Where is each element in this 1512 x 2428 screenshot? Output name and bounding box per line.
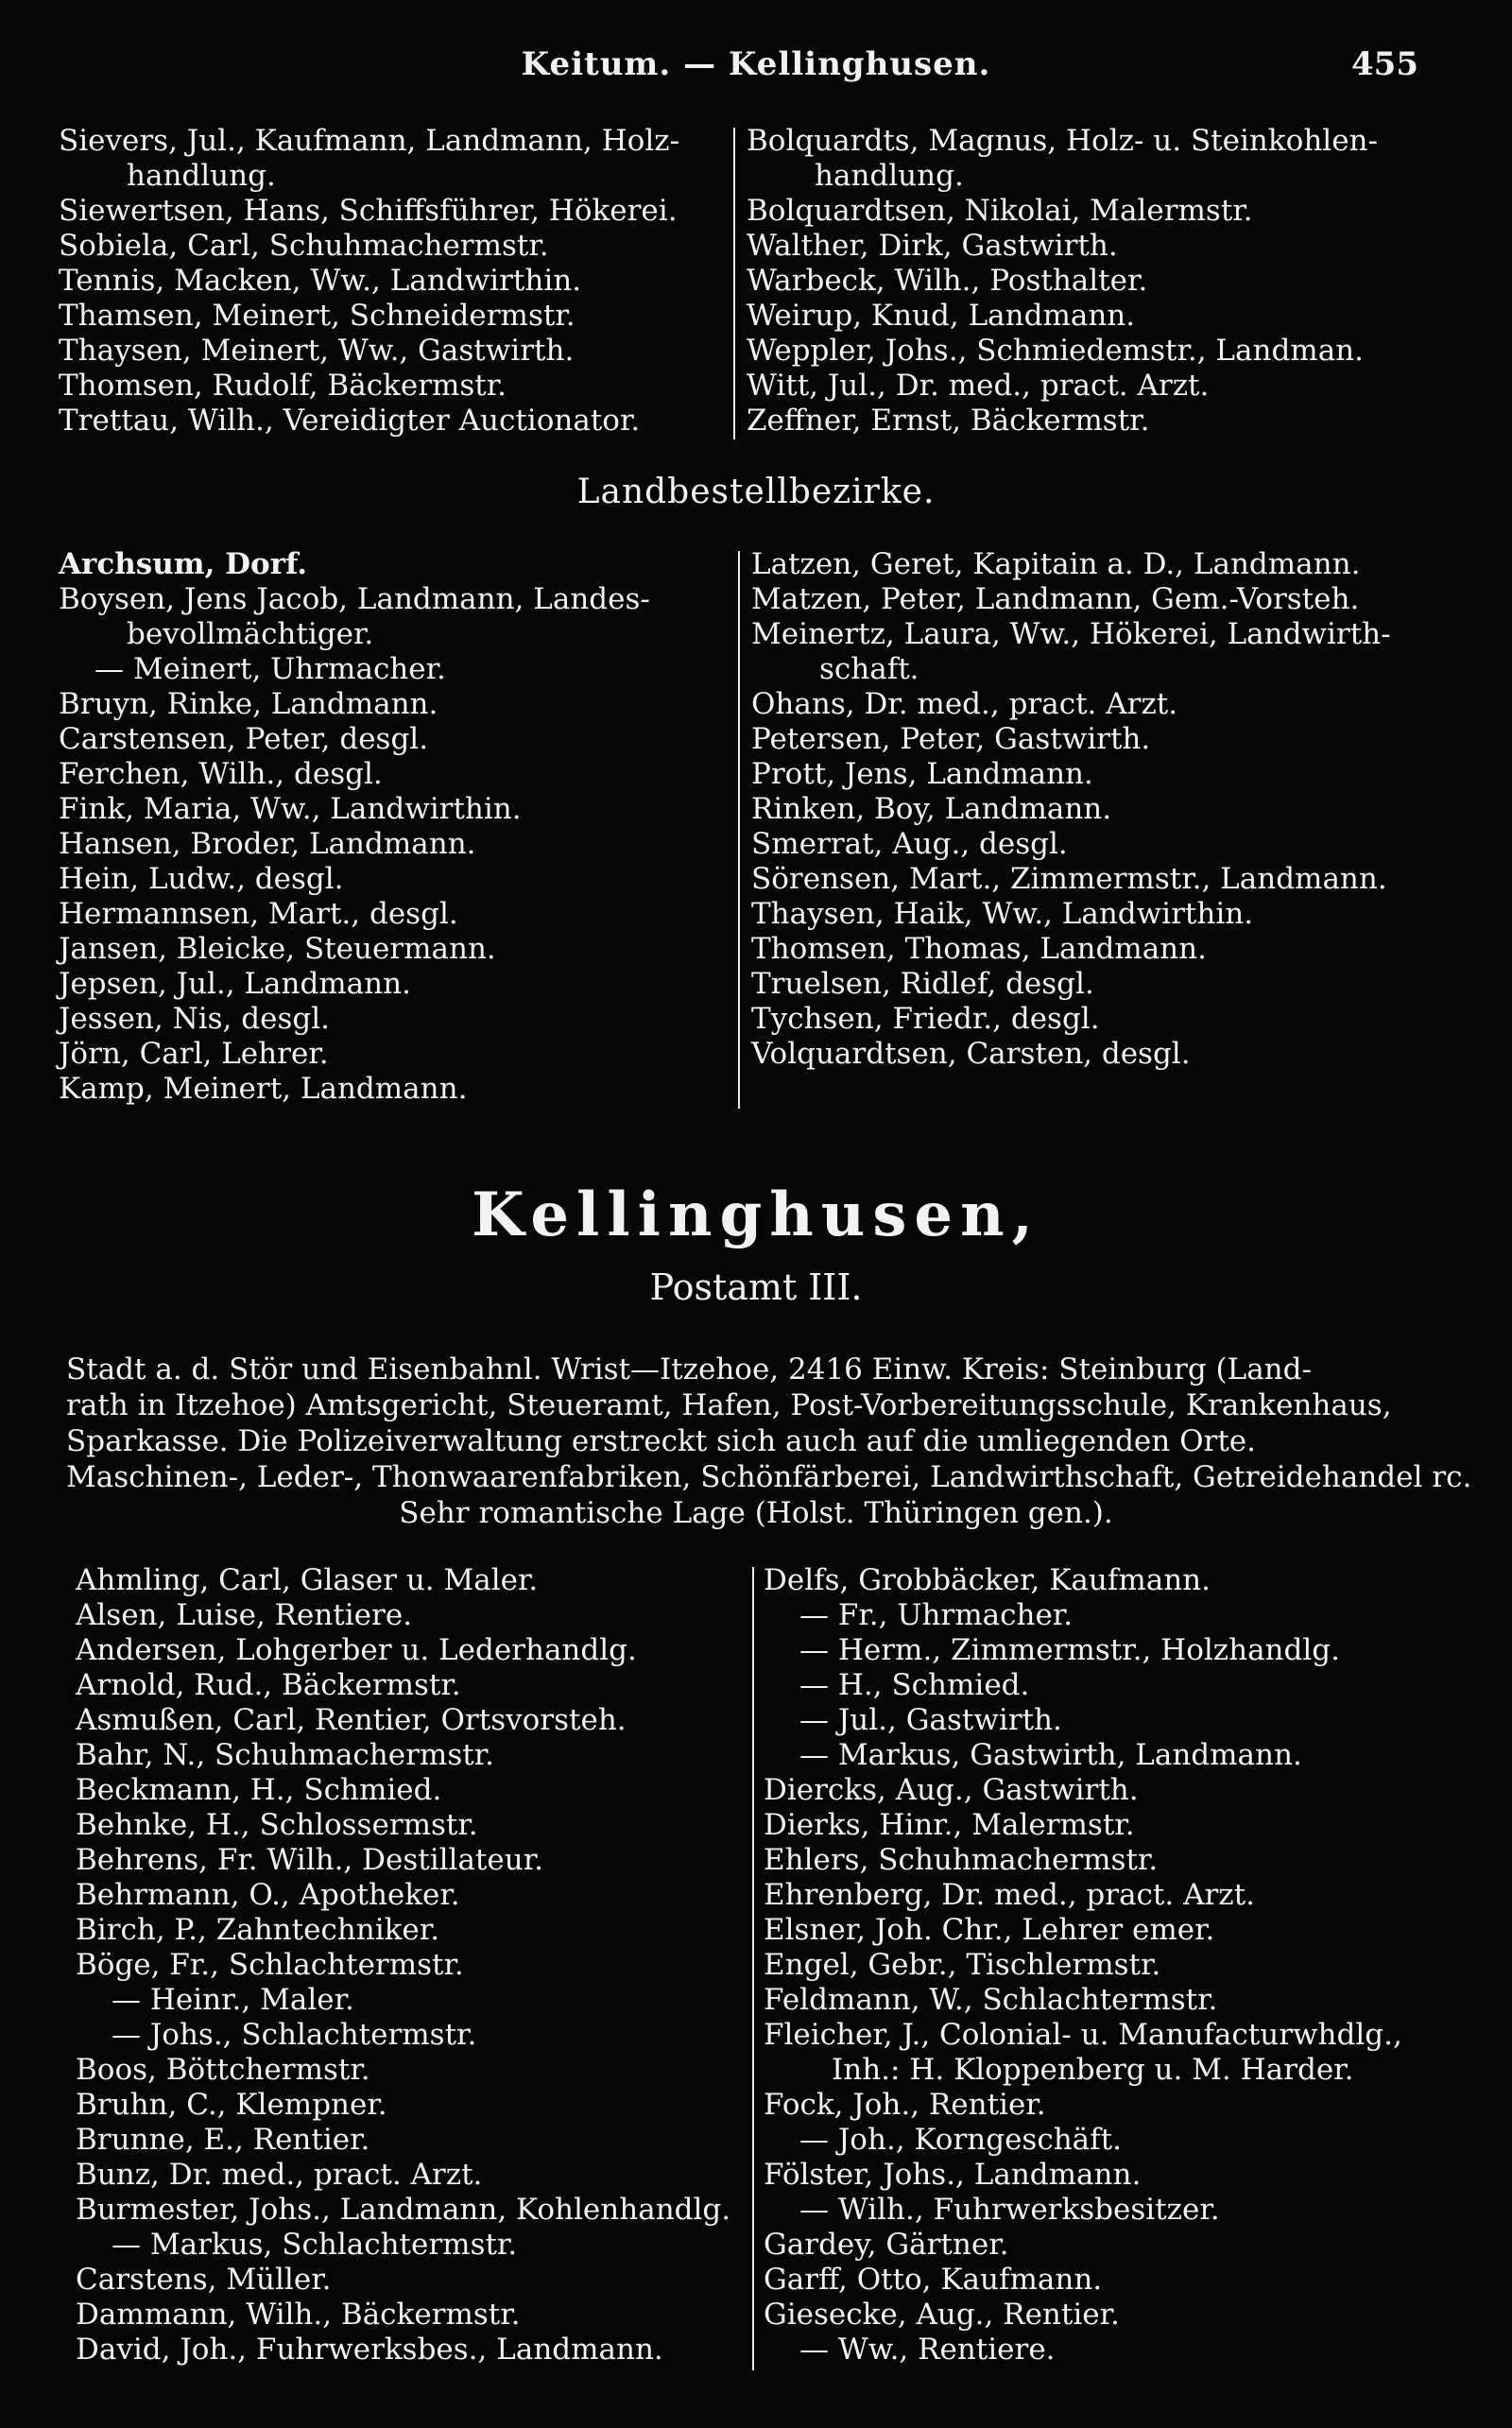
keitum-right-column (747, 124, 1465, 439)
list-item: Diercks, Aug., Gastwirth. (764, 1773, 1139, 1807)
list-item: Brunne, E., Rentier. (76, 2123, 370, 2157)
list-item: — Ww., Rentiere. (799, 2333, 1056, 2367)
list-item: — Johs., Schlachtermstr. (112, 2018, 477, 2052)
list-item: Burmester, Johs., Landmann, Kohlenhandlg. (76, 2193, 731, 2227)
list-item: Weirup, Knud, Landmann. (747, 299, 1136, 333)
list-item: Dammann, Wilh., Bäckermstr. (76, 2298, 521, 2332)
list-item: Fölster, Johs., Landmann. (764, 2158, 1142, 2192)
list-item: Thomsen, Rudolf, Bäckermstr. (59, 369, 507, 403)
list-item: handlung. (815, 159, 964, 193)
keitum-left-column (59, 124, 720, 439)
list-item: Ferchen, Wilh., desgl. (59, 757, 383, 791)
kellinghusen-left-column (76, 1563, 747, 2368)
list-item: handlung. (127, 159, 276, 193)
list-item: Behrmann, O., Apotheker. (76, 1878, 460, 1912)
list-item: Meinertz, Laura, Ww., Hökerei, Landwirth- (751, 617, 1391, 651)
running-title: Keitum. — Kellinghusen. (521, 45, 991, 83)
list-item: bevollmächtiger. (127, 617, 374, 651)
list-item: Behnke, H., Schlossermstr. (76, 1808, 478, 1842)
list-item: Bolquardtsen, Nikolai, Malermstr. (747, 194, 1253, 228)
town-description (66, 1352, 1472, 1531)
list-item: Beckmann, H., Schmied. (76, 1773, 442, 1807)
list-item: — Markus, Schlachtermstr. (112, 2228, 518, 2262)
list-item: Hein, Ludw., desgl. (59, 862, 344, 896)
list-item: Trettau, Wilh., Vereidigter Auctionator. (59, 404, 641, 438)
list-item: Ahmling, Carl, Glaser u. Maler. (76, 1563, 539, 1597)
list-item: Ehrenberg, Dr. med., pract. Arzt. (764, 1878, 1255, 1912)
list-item: — Markus, Gastwirth, Landmann. (799, 1738, 1302, 1772)
list-item: Böge, Fr., Schlachtermstr. (76, 1948, 464, 1982)
list-item: Archsum, Dorf. (59, 547, 308, 581)
list-item: Tennis, Macken, Ww., Landwirthin. (59, 264, 582, 298)
list-item: Hermannsen, Mart., desgl. (59, 897, 458, 931)
list-item: Delfs, Grobbäcker, Kaufmann. (764, 1563, 1211, 1597)
list-item: Prott, Jens, Landmann. (751, 757, 1093, 791)
list-item: Boos, Böttchermstr. (76, 2053, 370, 2087)
list-item: Feldmann, W., Schlachtermstr. (764, 1983, 1218, 2017)
list-item: Bruyn, Rinke, Landmann. (59, 687, 438, 721)
list-item: Zeffner, Ernst, Bäckermstr. (747, 404, 1150, 438)
list-item: Jörn, Carl, Lehrer. (59, 1037, 329, 1071)
list-item: Jansen, Bleicke, Steuermann. (59, 932, 496, 966)
list-item: Bahr, N., Schuhmachermstr. (76, 1738, 494, 1772)
section-heading: Landbestellbezirke. (576, 473, 936, 511)
list-item: Bunz, Dr. med., pract. Arzt. (76, 2158, 483, 2192)
list-item: Engel, Gebr., Tischlermstr. (764, 1948, 1161, 1982)
list-item: — Jul., Gastwirth. (799, 1703, 1062, 1737)
list-item: schaft. (819, 652, 919, 686)
list-item: Thamsen, Meinert, Schneidermstr. (59, 299, 576, 333)
description-line: Stadt a. d. Stör und Eisenbahnl. Wrist—Itzehoe, 2416 Einw. Kreis: Steinburg (Land- (66, 1352, 1312, 1386)
column-divider (738, 551, 740, 1109)
list-item: Thaysen, Haik, Ww., Landwirthin. (751, 897, 1254, 931)
list-item: Bolquardts, Magnus, Holz- u. Steinkohlen- (747, 124, 1378, 158)
list-item: Jessen, Nis, desgl. (59, 1002, 330, 1036)
list-item: Truelsen, Ridlef, desgl. (751, 967, 1094, 1001)
list-item: Fink, Maria, Ww., Landwirthin. (59, 792, 522, 826)
list-item: Witt, Jul., Dr. med., pract. Arzt. (747, 369, 1210, 403)
list-item: Tychsen, Friedr., desgl. (751, 1002, 1100, 1036)
list-item: Behrens, Fr. Wilh., Destillateur. (76, 1843, 543, 1877)
list-item: Kamp, Meinert, Landmann. (59, 1072, 468, 1106)
list-item: Fleicher, J., Colonial- u. Manufacturwhdlg., (764, 2018, 1402, 2052)
list-item: Warbeck, Wilh., Posthalter. (747, 264, 1148, 298)
column-divider (752, 1567, 754, 2370)
list-item: Gardey, Gärtner. (764, 2228, 1009, 2262)
list-item: Rinken, Boy, Landmann. (751, 792, 1112, 826)
list-item: Jepsen, Jul., Landmann. (59, 967, 411, 1001)
list-item: Walther, Dirk, Gastwirth. (747, 229, 1118, 263)
kellinghusen-right-column (764, 1563, 1482, 2368)
list-item: Volquardtsen, Carsten, desgl. (751, 1037, 1191, 1071)
list-item: Ehlers, Schuhmachermstr. (764, 1843, 1159, 1877)
list-item: Sobiela, Carl, Schuhmachermstr. (59, 229, 549, 263)
list-item: Boysen, Jens Jacob, Landmann, Landes- (59, 582, 650, 616)
landbestell-right-column (751, 547, 1469, 1072)
description-line: Sparkasse. Die Polizeiverwaltung erstreckt sich auch auf die umliegenden Orte. (66, 1424, 1256, 1458)
list-item: — H., Schmied. (799, 1668, 1030, 1702)
list-item: Hansen, Broder, Landmann. (59, 827, 476, 861)
list-item: Latzen, Geret, Kapitain a. D., Landmann. (751, 547, 1361, 581)
list-item: — Fr., Uhrmacher. (799, 1598, 1074, 1632)
list-item: Carstens, Müller. (76, 2263, 332, 2297)
list-item: Andersen, Lohgerber u. Lederhandlg. (76, 1633, 637, 1667)
list-item: Thomsen, Thomas, Landmann. (751, 932, 1207, 966)
description-line: rath in Itzehoe) Amtsgericht, Steueramt, Hafen, Post-Vorbereitungsschule, Krankenhaus, (66, 1388, 1392, 1422)
list-item: Dierks, Hinr., Malermstr. (764, 1808, 1135, 1842)
list-item: Arnold, Rud., Bäckermstr. (76, 1668, 461, 1702)
page-number: 455 (1351, 45, 1418, 83)
list-item: Alsen, Luise, Rentiere. (76, 1598, 413, 1632)
list-item: — Herm., Zimmermstr., Holzhandlg. (799, 1633, 1340, 1667)
list-item: David, Joh., Fuhrwerksbes., Landmann. (76, 2333, 663, 2367)
post-office-heading: Postamt III. (649, 1266, 863, 1308)
list-item: Garff, Otto, Kaufmann. (764, 2263, 1103, 2297)
page-header (0, 45, 1512, 93)
list-item: Petersen, Peter, Gastwirth. (751, 722, 1151, 756)
list-item: Inh.: H. Kloppenberg u. M. Harder. (832, 2053, 1354, 2087)
column-divider (733, 128, 735, 439)
list-item: Carstensen, Peter, desgl. (59, 722, 429, 756)
list-item: Siewertsen, Hans, Schiffsführer, Hökerei. (59, 194, 678, 228)
town-title: Kellinghusen, (472, 1180, 1040, 1250)
list-item: Thaysen, Meinert, Ww., Gastwirth. (59, 334, 575, 368)
list-item: Sievers, Jul., Kaufmann, Landmann, Holz- (59, 124, 680, 158)
landbestell-left-column (59, 547, 739, 1107)
list-item: Weppler, Johs., Schmiedemstr., Landman. (747, 334, 1364, 368)
list-item: Sörensen, Mart., Zimmermstr., Landmann. (751, 862, 1387, 896)
list-item: — Meinert, Uhrmacher. (94, 652, 446, 686)
list-item: Asmußen, Carl, Rentier, Ortsvorsteh. (76, 1703, 627, 1737)
description-line: Maschinen-, Leder-, Thonwaarenfabriken, Schönfärberei, Landwirthschaft, Getreidehandel rc. (66, 1460, 1472, 1494)
description-line: Sehr romantische Lage (Holst. Thüringen gen.). (399, 1496, 1113, 1530)
list-item: Fock, Joh., Rentier. (764, 2088, 1046, 2122)
list-item: Ohans, Dr. med., pract. Arzt. (751, 687, 1178, 721)
list-item: Giesecke, Aug., Rentier. (764, 2298, 1120, 2332)
list-item: — Heinr., Maler. (112, 1983, 354, 2017)
list-item: Matzen, Peter, Landmann, Gem.-Vorsteh. (751, 582, 1360, 616)
list-item: Smerrat, Aug., desgl. (751, 827, 1068, 861)
list-item: Birch, P., Zahntechniker. (76, 1913, 440, 1947)
list-item: — Wilh., Fuhrwerksbesitzer. (799, 2193, 1220, 2227)
list-item: — Joh., Korngeschäft. (799, 2123, 1122, 2157)
list-item: Elsner, Joh. Chr., Lehrer emer. (764, 1913, 1215, 1947)
list-item: Bruhn, C., Klempner. (76, 2088, 387, 2122)
